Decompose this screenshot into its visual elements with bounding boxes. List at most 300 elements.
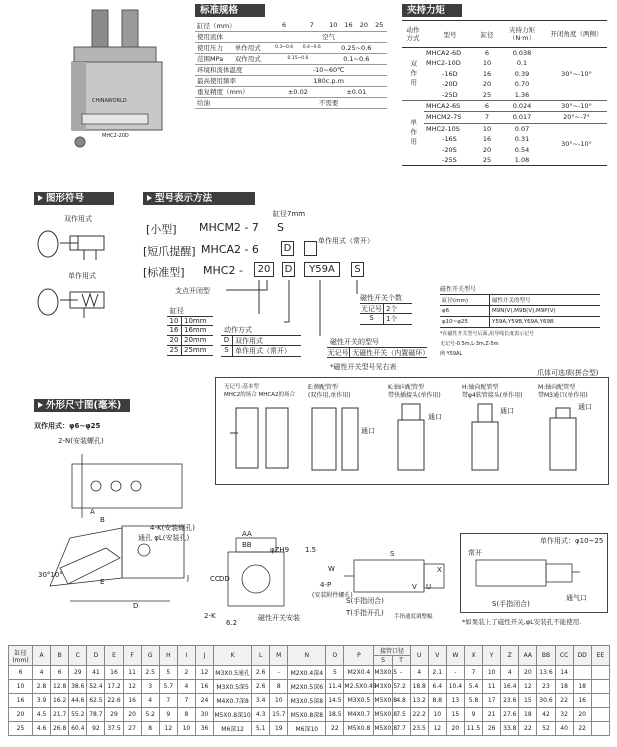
dim-cell: 12: [428, 722, 446, 736]
dim-cell: 9: [464, 708, 482, 722]
symbol-title: 图形符号: [34, 192, 114, 205]
dim-cell: M5X0.8: [374, 722, 392, 736]
dim-cell: 18.5: [326, 708, 344, 722]
dims-V: V: [412, 583, 417, 591]
dim-cell: M3X0.5: [374, 666, 392, 680]
dim-cell: 36: [195, 722, 213, 736]
dim-cell: 22: [326, 722, 344, 736]
dim-h-e: E: [105, 646, 123, 666]
finger-drawings: [216, 378, 610, 486]
dim-cell: 13: [446, 694, 464, 708]
dim-cell: 5.1: [252, 722, 270, 736]
dims-p: 4-P: [320, 581, 332, 589]
dim-h-aa: AA: [519, 646, 537, 666]
dim-cell: 11.4: [326, 680, 344, 694]
dims-E: E: [100, 578, 105, 586]
model-row2-type: [短爪提醒]: [143, 245, 196, 258]
dim-cell: 30.6: [537, 694, 555, 708]
clamp-h-angle: 开闭角度（两侧）: [546, 21, 607, 48]
symbol-double-icon: [38, 224, 108, 264]
dim-cell: 5: [159, 666, 177, 680]
dim-row: [9, 722, 610, 736]
dims-DD: DD: [219, 575, 230, 583]
dim-cell: M3X0.5: [374, 680, 392, 694]
dim-row: [9, 694, 610, 708]
model-bore-label: 缸径: [170, 307, 184, 315]
dim-cell: 4.6: [33, 722, 51, 736]
dim-cell: M3X0.5: [344, 694, 374, 708]
clamp-h-model: 型号: [424, 21, 476, 48]
dim-cell: M5X0.8深10: [214, 708, 252, 722]
dim-cell: 2.6: [252, 666, 270, 680]
model-row3-switch: Y59A: [304, 262, 340, 277]
dim-h-n: N: [288, 646, 326, 666]
clamp-group-single: 单作用: [402, 101, 424, 166]
dim-cell: 8: [177, 708, 195, 722]
dim-cell: 16: [123, 694, 141, 708]
dims-BB: BB: [242, 541, 252, 549]
dim-cell: 18.8: [410, 680, 428, 694]
dim-cell: 9: [159, 708, 177, 722]
dim-cell: 10.4: [446, 680, 464, 694]
dim-cell: 4: [501, 666, 519, 680]
dim-cell: 17: [483, 694, 501, 708]
dim-h-g: G: [141, 646, 159, 666]
finger-opt-m-sub: 带M3通口(单作用): [538, 392, 588, 399]
dim-cell: 30: [195, 708, 213, 722]
dim-cell: 12: [159, 722, 177, 736]
finger-opt-m-title: M:轴向配管型: [538, 384, 576, 391]
dim-cell: 20: [573, 708, 591, 722]
dim-cell: 16: [195, 680, 213, 694]
dim-cell: 2.1: [428, 666, 446, 680]
dims-2K: 2-K: [204, 612, 216, 620]
dims-normal-open: 常开: [468, 549, 482, 557]
dim-cell: 18: [555, 680, 573, 694]
dim-h-k: K: [214, 646, 252, 666]
finger-port-h: 通口: [500, 407, 514, 415]
dim-h-x: X: [464, 646, 482, 666]
dim-cell: [591, 708, 609, 722]
model-bore7: 缸径7mm: [273, 210, 306, 218]
dim-cell: [591, 680, 609, 694]
dim-cell: M5X0.8: [374, 694, 392, 708]
dims-B: B: [100, 516, 105, 524]
dim-cell: 10: [428, 708, 446, 722]
model-row1-code: MHCM2 - 7: [199, 221, 259, 234]
dim-cell-bore: 16: [9, 694, 33, 708]
dim-cell: 21.7: [51, 708, 69, 722]
model-row2-code: MHCA2 - 6: [201, 243, 259, 256]
dim-cell: 40: [555, 722, 573, 736]
finger-options-panel: [215, 377, 609, 485]
dim-cell: M2.5X0.45: [344, 680, 374, 694]
clamp-h-torque: 夹持力矩（N·m）: [498, 21, 546, 48]
model-title: 型号表示方法: [143, 192, 255, 205]
clamp-h-mode: 动作方式: [402, 21, 424, 48]
product-model: MHC2-20D: [102, 133, 129, 139]
dims-S: S: [390, 550, 395, 558]
dim-h-i: I: [177, 646, 195, 666]
dim-h-l: L: [252, 646, 270, 666]
dim-cell: M3X0.5通孔: [214, 666, 252, 680]
dims-l-label: 通孔 φL(安装孔): [138, 534, 190, 542]
dim-cell: 11.5: [464, 722, 482, 736]
dim-cell: 3.4: [252, 694, 270, 708]
dim-cell: 7.7: [392, 722, 410, 736]
dim-cell: M4X0.7深8: [214, 694, 252, 708]
dim-h-bore: 缸径(mm): [9, 646, 33, 666]
spec-bore-label: 缸径（mm）: [195, 20, 270, 31]
dim-cell: 23: [537, 680, 555, 694]
dim-cell: 22: [555, 694, 573, 708]
dim-cell: 11: [123, 666, 141, 680]
dims-AA: AA: [242, 530, 252, 538]
dim-cell: 4.3: [252, 708, 270, 722]
dim-h-w: W: [446, 646, 464, 666]
dim-cell: M3X0.5深5: [214, 680, 252, 694]
model-row3-count: S: [351, 262, 364, 277]
clamp-group-double: 双作用: [402, 48, 424, 101]
dim-cell: 7: [159, 694, 177, 708]
dim-h-port: 接管口径: [374, 646, 410, 656]
dim-cell: 15.7: [270, 708, 288, 722]
dims-D: D: [133, 602, 139, 610]
dim-cell: 11: [483, 680, 501, 694]
dim-h-o: O: [326, 646, 344, 666]
dim-cell: 78.7: [87, 708, 105, 722]
dim-cell: 22: [519, 722, 537, 736]
dim-cell: 10: [177, 722, 195, 736]
dim-cell: M6深12: [214, 722, 252, 736]
dims-single-s: S(手指闭合): [492, 600, 530, 608]
dims-n-label: 2-N(安装螺孔): [58, 437, 104, 445]
model-row1-note: 单作用式（常开）: [318, 237, 374, 245]
dim-table: [8, 645, 610, 736]
dim-cell-bore: 20: [9, 708, 33, 722]
switch-note-1: *在磁性开关型号后面,用导线长度表示记号: [440, 331, 535, 337]
dim-cell: 41: [87, 666, 105, 680]
dim-cell: 2.6: [252, 680, 270, 694]
dim-h-dd: DD: [573, 646, 591, 666]
dim-cell: 5: [326, 666, 344, 680]
dim-cell: 12.8: [51, 680, 69, 694]
dim-cell: 16: [573, 694, 591, 708]
dim-cell-bore: 6: [9, 666, 33, 680]
dim-cell: 7.2: [392, 680, 410, 694]
dim-cell: 32: [555, 708, 573, 722]
dim-cell: 37.5: [105, 722, 123, 736]
model-switch-note: *磁性开关型号见右表: [330, 363, 397, 371]
dim-cell: 29: [105, 708, 123, 722]
model-row2-empty: [304, 241, 317, 256]
clamp-table: 动作方式 型号 缸径 夹持力矩（N·m） 开闭角度（两侧） 双作用 MHCA2-6D 6 0.038 30°~-10° MHC2-10D 10 0.1 -16D 16 0.39 -20D 20 0.70 -25D 25 1.36 单作用 MHCA2-6S 6 0.024 30°~-10° MHCM2-7S 7 0.017 20°~-7° MHC2-10S 10 0.07 30°~-10° -16S 16 0.31 -20S 20 0.54 -25S 25 1.08: [402, 20, 607, 166]
model-switch-list: 无记号 无磁性开关（内置磁环）: [327, 349, 430, 357]
symbol-double-label: 双作用式: [64, 215, 92, 223]
dim-cell: 15: [519, 694, 537, 708]
model-count-list: 无记号 2个 S 1个: [360, 303, 412, 325]
dim-cell: 4: [177, 680, 195, 694]
finger-port-e: 通口: [361, 427, 375, 435]
switch-table-title: 磁性开关型号: [440, 286, 477, 293]
dim-h-u: U: [410, 646, 428, 666]
spec-table: [195, 20, 387, 109]
spec-pressure-row: 使用压力 单作用式 0.3~0.6 0.4~0.6 0.25~0.6: [195, 42, 387, 53]
dim-cell: [591, 722, 609, 736]
dim-cell: M5X0.8: [344, 722, 374, 736]
dim-cell: M2X0.4: [344, 666, 374, 680]
symbol-single-label: 单作用式: [68, 272, 96, 280]
dim-cell: 22.6: [105, 694, 123, 708]
dim-cell: 16.2: [51, 694, 69, 708]
dims-k-label: 4-K(安装螺孔): [150, 524, 196, 532]
dim-cell: 14.5: [326, 694, 344, 708]
dim-cell: 92: [87, 722, 105, 736]
dims-15: 1.5: [305, 546, 317, 554]
spec-freq-row: 最高使用频率 180c.p.m: [195, 75, 387, 86]
dim-cell: 7: [464, 666, 482, 680]
dim-cell: 33.8: [501, 722, 519, 736]
dims-s-label: S(手指闭合): [346, 597, 384, 605]
dim-cell: 20: [123, 708, 141, 722]
dim-h-m: M: [270, 646, 288, 666]
clamp-title: 夹持力矩: [402, 4, 462, 17]
spec-fluid-row: 使用流体 空气: [195, 31, 387, 42]
dim-cell: 7: [177, 694, 195, 708]
dim-cell: 27: [123, 722, 141, 736]
dim-h-b: B: [51, 646, 69, 666]
dim-cell: 2.5: [141, 666, 159, 680]
model-bore-list: 10 10mm 16 16mm 20 20mm 25 25mm: [167, 316, 213, 356]
dims-double-label: 双作用式：φ6~φ25: [34, 422, 101, 430]
dims-CC: CC: [210, 575, 220, 583]
model-action-label: 动作方式: [224, 326, 252, 334]
finger-opt-e-title: E:侧配管型: [308, 384, 338, 391]
dim-cell: M3X0.5深8: [288, 694, 326, 708]
dim-h-bb: BB: [537, 646, 555, 666]
dim-h-c: C: [69, 646, 87, 666]
dim-cell: 4: [410, 666, 428, 680]
dim-cell: 16: [105, 666, 123, 680]
dims-p-sub: (安装附件螺孔): [312, 592, 353, 599]
model-row3-code: MHC2 -: [203, 264, 243, 277]
dim-cell: [591, 666, 609, 680]
dim-h-y: Y: [483, 646, 501, 666]
dim-cell: 12: [519, 680, 537, 694]
finger-opt-k-sub: 带快插接头(单作用): [388, 392, 441, 399]
dim-cell: 4: [33, 666, 51, 680]
dims-zh: φZH9: [270, 546, 290, 554]
dim-cell: 18: [519, 708, 537, 722]
dim-h-d: D: [87, 646, 105, 666]
dim-h-v: V: [428, 646, 446, 666]
switch-note-3: 例 Y59AL: [440, 351, 463, 357]
dim-cell: 20: [446, 722, 464, 736]
dim-cell: -: [270, 666, 288, 680]
finger-opt-basic-sub: MHC2的场合 MHCA2的场合: [224, 392, 295, 398]
dim-h-ee: EE: [591, 646, 609, 666]
dim-cell: 20: [519, 666, 537, 680]
dims-J: J: [187, 574, 190, 582]
dim-row: [9, 708, 610, 722]
dim-cell: 4.5: [33, 708, 51, 722]
dim-cell: 52.4: [87, 680, 105, 694]
dims-fold: 手指通度调整幅: [394, 614, 433, 620]
dims-62: 6.2: [226, 619, 238, 627]
dims-single-drawing: [466, 552, 606, 612]
gripper-image: [52, 2, 182, 152]
dim-cell: 5.2: [141, 708, 159, 722]
dim-cell: M5X0.8: [374, 708, 392, 722]
model-row2-suffix: D: [281, 241, 294, 256]
dim-cell-bore: 25: [9, 722, 33, 736]
dim-cell: 52: [537, 722, 555, 736]
finger-opt-h-sub: 带φ4软管接头(单作用): [462, 392, 523, 399]
dim-h-p: P: [344, 646, 374, 666]
dim-cell: 8: [270, 680, 288, 694]
dim-cell: 26.8: [51, 722, 69, 736]
dims-W: W: [328, 565, 335, 573]
dims-angle: 30°10°: [38, 571, 63, 579]
dim-h-t: T: [392, 656, 410, 666]
dim-cell: 18: [573, 680, 591, 694]
dim-cell: 5.4: [464, 680, 482, 694]
dim-cell: 13.6: [537, 666, 555, 680]
dim-cell: 6: [51, 666, 69, 680]
dim-cell: [573, 666, 591, 680]
spec-lube-row: 给油 不需要: [195, 97, 387, 108]
finger-opt-basic-title: 无记号:基本型: [224, 384, 259, 390]
dim-cell: 5.7: [159, 680, 177, 694]
finger-opt-k-title: K:轴向配管型: [388, 384, 424, 391]
dim-cell: 5.8: [464, 694, 482, 708]
dim-cell: 10: [483, 666, 501, 680]
dim-cell: 8.8: [428, 694, 446, 708]
dim-cell: 4.8: [392, 694, 410, 708]
dim-cell-bore: 10: [9, 680, 33, 694]
dim-cell: 16.4: [501, 680, 519, 694]
dim-cell: 12: [195, 666, 213, 680]
dims-A: A: [90, 508, 95, 516]
model-row3-type: [标准型]: [143, 266, 185, 279]
dims-note: *如果装上了磁性开关,φL安装孔不能使用.: [462, 618, 582, 626]
dim-cell: 6.4: [428, 680, 446, 694]
dims-single-port: 通气口: [566, 594, 587, 602]
dim-cell: M5X0.8深8: [288, 708, 326, 722]
dim-cell: 38.6: [69, 680, 87, 694]
switch-table: 缸径(mm) 磁性开关的型号 φ6 M9N(V),M9B(V),M9P(V) φ10~φ25 Y59A,Y59B,Y69A,Y69B: [440, 294, 600, 328]
model-row3-suffix: D: [282, 262, 295, 277]
dim-cell: 55.2: [69, 708, 87, 722]
finger-opt-h-title: H:轴向配管型: [462, 384, 499, 391]
dim-cell: 2.8: [33, 680, 51, 694]
dim-cell: 4: [141, 694, 159, 708]
dims-switch-mount: 磁性开关安装: [258, 614, 300, 622]
model-row3-bore: 20: [254, 262, 274, 277]
finger-port-k: 通口: [428, 413, 442, 421]
dim-cell: 3.9: [33, 694, 51, 708]
dim-cell: 10: [270, 694, 288, 708]
dim-cell: 44.6: [69, 694, 87, 708]
dim-h-j: J: [195, 646, 213, 666]
spec-bore-row: 缸径（mm） 6 7 10 16 20 25: [195, 20, 387, 31]
dim-h-s: S: [374, 656, 392, 666]
dims-single-title: 单作用式：φ10~25: [540, 537, 604, 545]
model-switch-label: 磁性开关的型号: [330, 338, 379, 346]
spec-temp-row: 环境和流体温度 -10~60℃: [195, 64, 387, 75]
dim-cell: 62.5: [87, 694, 105, 708]
dim-h-h: H: [159, 646, 177, 666]
dims-title: 外形尺寸图(毫米): [34, 399, 130, 412]
dim-h-z: Z: [501, 646, 519, 666]
switch-note-2: 无记号-0.5m,L-3m,Z-5m: [440, 341, 499, 347]
dim-row: [9, 666, 610, 680]
dim-h-f: F: [123, 646, 141, 666]
dim-cell: 23.6: [501, 694, 519, 708]
dim-cell: M6深10: [288, 722, 326, 736]
dim-cell: 22: [573, 722, 591, 736]
product-brand: CHINAWORLD: [92, 98, 127, 104]
dim-cell: 21: [483, 708, 501, 722]
dim-cell: 3: [141, 680, 159, 694]
dim-h-a: A: [33, 646, 51, 666]
dim-cell: 12: [123, 680, 141, 694]
product-photo: [52, 2, 182, 152]
dim-cell: 26: [483, 722, 501, 736]
dim-cell: 15: [446, 708, 464, 722]
model-row1-suffix: S: [277, 221, 284, 234]
dims-side-view: [206, 530, 316, 640]
dim-cell: 17.2: [105, 680, 123, 694]
dim-cell: [591, 694, 609, 708]
dim-row: [9, 680, 610, 694]
dim-cell: 29: [69, 666, 87, 680]
dim-cell: M2X0.5深6: [288, 680, 326, 694]
dim-cell: 42: [537, 708, 555, 722]
dim-cell: 8: [141, 722, 159, 736]
spec-repeat-row: 重复精度（mm） ±0.02 ±0.01: [195, 86, 387, 97]
dim-cell: 14: [555, 666, 573, 680]
dim-cell: -: [446, 666, 464, 680]
dim-cell: 27.6: [501, 708, 519, 722]
clamp-h-bore: 缸径: [476, 21, 498, 48]
dim-cell: 24: [195, 694, 213, 708]
dim-cell: M4X0.7: [344, 708, 374, 722]
dim-cell: 23.5: [410, 722, 428, 736]
model-row1-type: [小型]: [146, 223, 177, 236]
dim-cell: 13.2: [410, 694, 428, 708]
dim-cell: 60.4: [69, 722, 87, 736]
finger-port-m: 通口: [578, 403, 592, 411]
model-action-list: D 双作用式 S 单作用式（常开）: [221, 335, 301, 357]
dims-t-label: T(手指开孔): [346, 609, 384, 617]
spec-mpa-row: 范围MPa 双作用式 0.15~0.6 0.1~0.6: [195, 53, 387, 64]
symbol-single-icon: [38, 282, 108, 322]
dim-cell: 7.5: [392, 708, 410, 722]
dims-X: X: [437, 566, 442, 574]
dim-cell: 22.2: [410, 708, 428, 722]
finger-opt-e-sub: (双作用,单作用): [308, 392, 351, 399]
dim-cell: M2X0.4深4: [288, 666, 326, 680]
dim-cell: -: [392, 666, 410, 680]
spec-title: 标准规格: [195, 4, 265, 17]
model-support-label: 支点开闭型: [175, 287, 210, 295]
dims-U: U: [426, 583, 432, 591]
dim-h-cc: CC: [555, 646, 573, 666]
dim-cell: 2: [177, 666, 195, 680]
dim-cell: 19: [270, 722, 288, 736]
finger-title: 爪体可选项(拼合型): [537, 369, 599, 377]
